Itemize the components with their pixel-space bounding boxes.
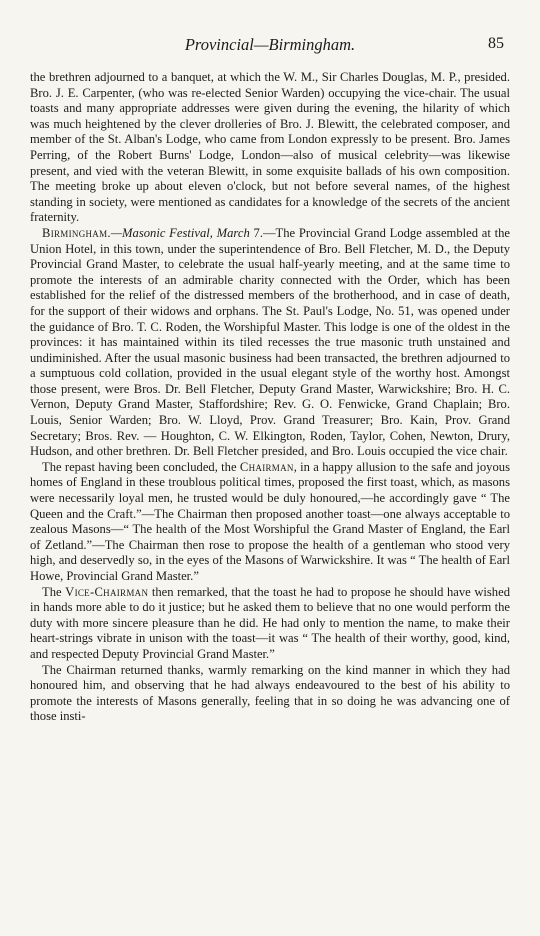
event-heading: —Masonic Festival, March	[110, 225, 250, 240]
page-number: 85	[488, 35, 504, 52]
paragraph-birmingham-festival	[30, 226, 510, 460]
toasts-text-rest: , in a happy allusion to the safe and joyous homes of England in these troublous political times, proposed the first toast, which, as masons were necessarily loyal men, he trusted would be duly honoured,—he accordingly gave “ The Queen and the Craft.”—The Chairman then proposed another toast—one always acceptable to zealous Masons—“ The health of the Most Worshipful the Grand Master of England, the Earl of Zetland.”—The Chairman then rose to propose the health of a gentleman who stood very high, and deservedly so, in the eyes of the Masons of Warwickshire. It was “ The health of Earl Howe, Provincial Grand Master.”	[30, 459, 510, 583]
page-header	[30, 32, 510, 58]
paragraph-banquet: the brethren adjourned to a banquet, at which the W. M., Sir Charles Douglas, M. P., presided. Bro. J. E. Carpenter, (who was re-elected Senior Warden) occupying the vice-chair. The usual toasts and many appropriate addresses were given during the evening, the hilarity of which was much heightened by the clever drolleries of Bro. J. Blewitt, the celebrated composer, and member of the St. Alban's Lodge, who came from London expressly to be present. Bro. James Perring, of the Robert Burns' Lodge, London—also of musical celebrity—was likewise present, and vied with the veteran Blewitt, in some exquisite ballads of his own composition. The meeting broke up about eleven o'clock, but not before several names, of the highest standing in society, were mentioned as candidates for a knowledge of the secrets of the ancient fraternity.	[30, 70, 510, 225]
place-heading: Birmingham.	[42, 225, 111, 240]
vice-text-rest: then remarked, that the toast he had to propose he should have wished in hands more able to do it justice; but he asked them to believe that no one would perform the duty with more sincere pleasure than he did. He had only to mention the name, to make their heart-strings vibrate in unison with the toast—it was “ The health of their worthy, good, kind, and respected Deputy Provincial Grand Master.”	[30, 584, 510, 661]
chairman-smallcaps: Chairman	[239, 459, 294, 474]
paragraph-chairman-thanks: The Chairman returned thanks, warmly remarking on the kind manner in which they had honoured him, and observing that he had always endeavoured to the best of his ability to promote the interests of Masons generally, feeling that in so doing he was advancing one of those insti-	[30, 662, 510, 724]
vice-chairman-smallcaps: Vice-Chairman	[65, 584, 149, 599]
paragraph-birmingham-body: 7.—The Provincial Grand Lodge assembled at the Union Hotel, in this town, under the superintendence of Bro. Bell Fletcher, M. D., the Deputy Provincial Grand Master, to celebrate the usual half-yearly meeting, and at the same time to promote the interests of an admirable charity connected with the Order, which has been established for the relief of the distressed members of the brotherhood, and in case of death, for the support of their widows and orphans. The St. Paul's Lodge, No. 51, was opened under the guidance of Bro. T. C. Roden, the Worshipful Master. This lodge is one of the oldest in the provinces: it has maintained within its tiled recesses the true masonic truth unstained and undiminished. After the usual masonic business had been transacted, the brethren adjourned to a sumptuous cold collation, provided in the usual elegant style of the worthy host. Amongst those present, were Bros. Dr. Bell Fletcher, Deputy Grand Master, Warwickshire; Bro. H. C. Vernon, Deputy Grand Master, Staffordshire; Rev. G. O. Fenwicke, Grand Chaplain; Bro. Louis, Senior Warden; Bro. W. Lloyd, Prov. Grand Treasurer; Bro. Kain, Prov. Grand Secretary; Bros. Rev. — Houghton, C. W. Elkington, Roden, Taylor, Cohen, Newton, Drury, Hudson, and other brethren. Dr. Bell Fletcher presided, and Bro. Louis occupied the vice chair.	[30, 225, 510, 459]
vice-text-start: The	[42, 584, 66, 599]
paragraph-vice-chairman	[30, 585, 510, 663]
running-title: Provincial—Birmingham.	[184, 35, 356, 54]
toasts-text-start: The repast having been concluded, the	[42, 459, 240, 474]
paragraph-toasts	[30, 460, 510, 585]
